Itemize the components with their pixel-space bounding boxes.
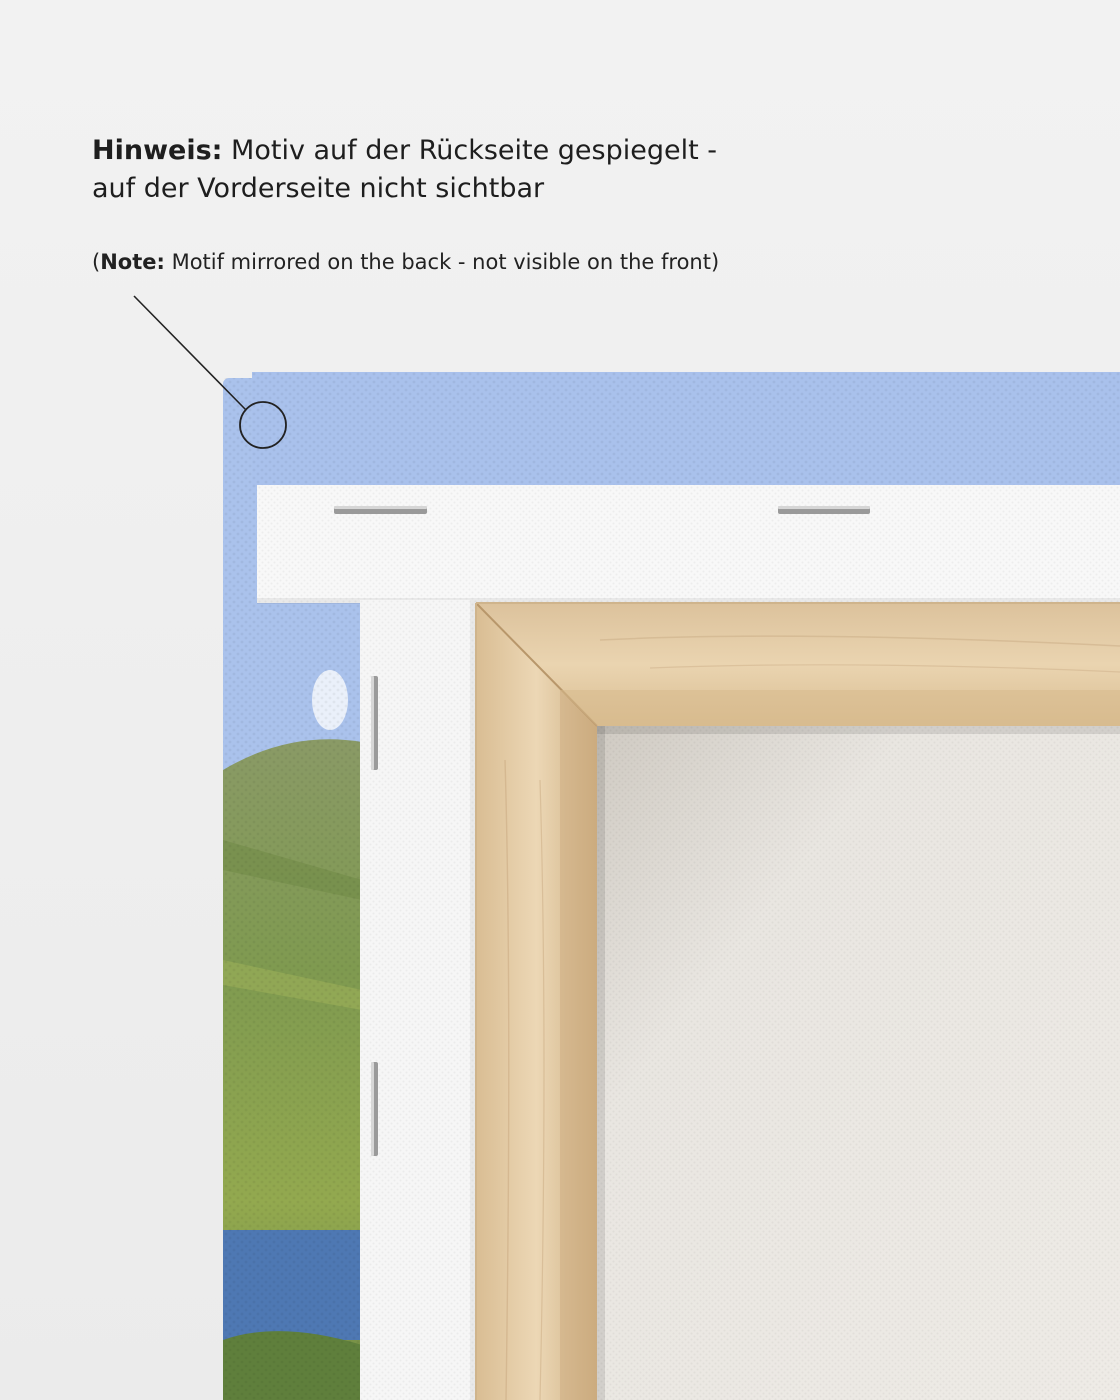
canvas-back-surface [597,726,1120,1400]
printed-top-flap [252,372,1120,487]
note-german-line2: auf der Vorderseite nicht sichtbar [92,173,545,204]
note-english-label: Note: [100,250,165,274]
canvas-fold-top [257,485,1120,604]
note-german-line1: Motiv auf der Rückseite gespiegelt - [231,135,718,166]
note-english-open-paren: ( [92,250,101,274]
note-english-text: Motif mirrored on the back - not visible on the front) [171,250,720,274]
note-german-label: Hinweis: [92,135,223,166]
